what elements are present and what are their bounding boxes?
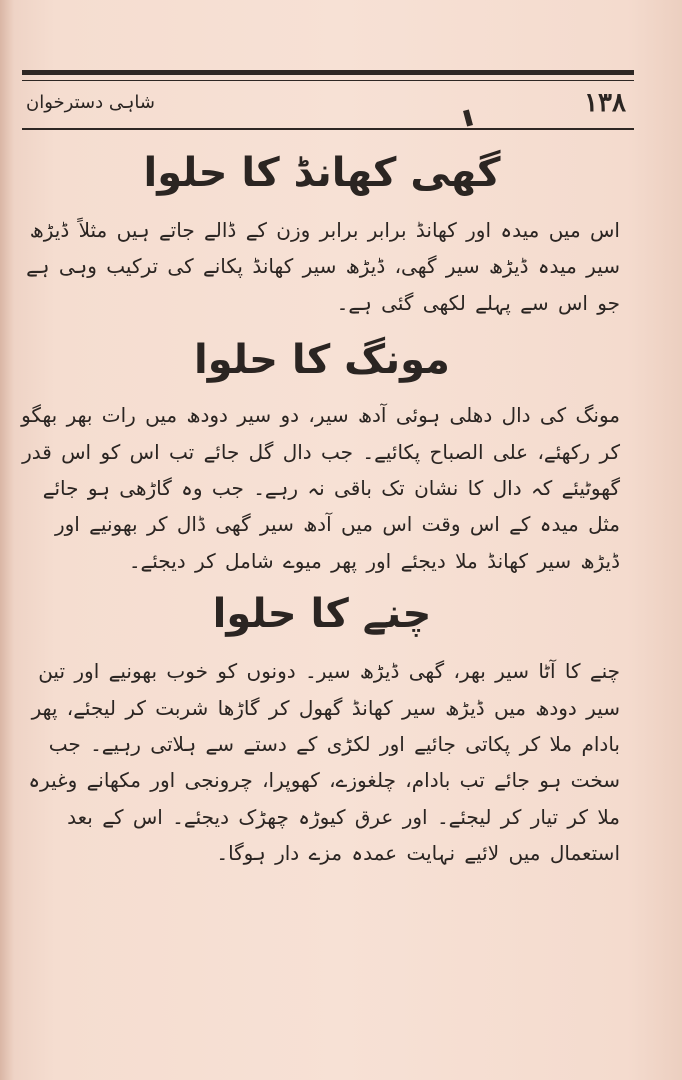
header-rule-thin: [22, 80, 634, 81]
section-title-chane-halwa: چنے کا حلوا: [212, 591, 432, 638]
page-content: [10, 132, 634, 871]
page-number: ۱۳۸: [584, 88, 626, 118]
section-body-ghee-khand-halwa: اس میں میدہ اور کھانڈ برابر برابر وزن کے ڈالے جاتے ہیں مثلاً ڈیڑھ سیر میدہ ڈیڑھ سیر گھی، ڈیڑھ سیر کھانڈ پکانے کی ترکیب وہی ہے جو اس سے پہلے لکھی گئی ہے۔: [26, 218, 620, 315]
section-body-moong-halwa: مونگ کی دال دھلی ہوئی آدھ سیر، دو سیر دودھ میں رات بھر بھگو کر رکھئے، علی الصباح پکائیے۔ جب دال گل جائے تب اس کو اس قدر گھوٹیئے کہ دال کا نشان تک باقی نہ رہے۔ جب وہ گاڑھی ہو جائے مثل میدہ کے اس وقت اس میں آدھ سیر گھی ڈال کر بھونیے اور ڈیڑھ سیر کھانڈ ملا دیجئے اور پھر میوے شامل کر دیجئے۔: [21, 403, 620, 573]
header-rule-thick: [22, 70, 634, 75]
section-title-ghee-khand-halwa: گھی کھانڈ کا حلوا: [143, 150, 501, 196]
section-title-moong-halwa: مونگ کا حلوا: [194, 337, 450, 384]
page-header: [22, 84, 634, 126]
section-body-chane-halwa: چنے کا آٹا سیر بھر، گھی ڈیڑھ سیر۔ دونوں کو خوب بھونیے اور تین سیر دودھ میں ڈیڑھ سیر کھانڈ گھول کر گاڑھا شربت کر لیجئے، پھر بادام ملا کر پکاتی جائیے اور لکڑی کے دستے سے ہلاتی رہیے۔ جب سخت ہو جائے تب بادام، چلغوزے، کھوپرا، چرونجی اور مکھانے وغیرہ ملا کر تیار کر لیجئے۔ اور عرق کیوڑہ چھڑک دیجئے۔ اس کے بعد استعمال میں لائیے نہایت عمدہ مزے دار ہوگا۔: [28, 659, 620, 866]
running-title: شاہی دسترخوان: [26, 92, 155, 113]
header-rule-bottom: [22, 128, 634, 130]
